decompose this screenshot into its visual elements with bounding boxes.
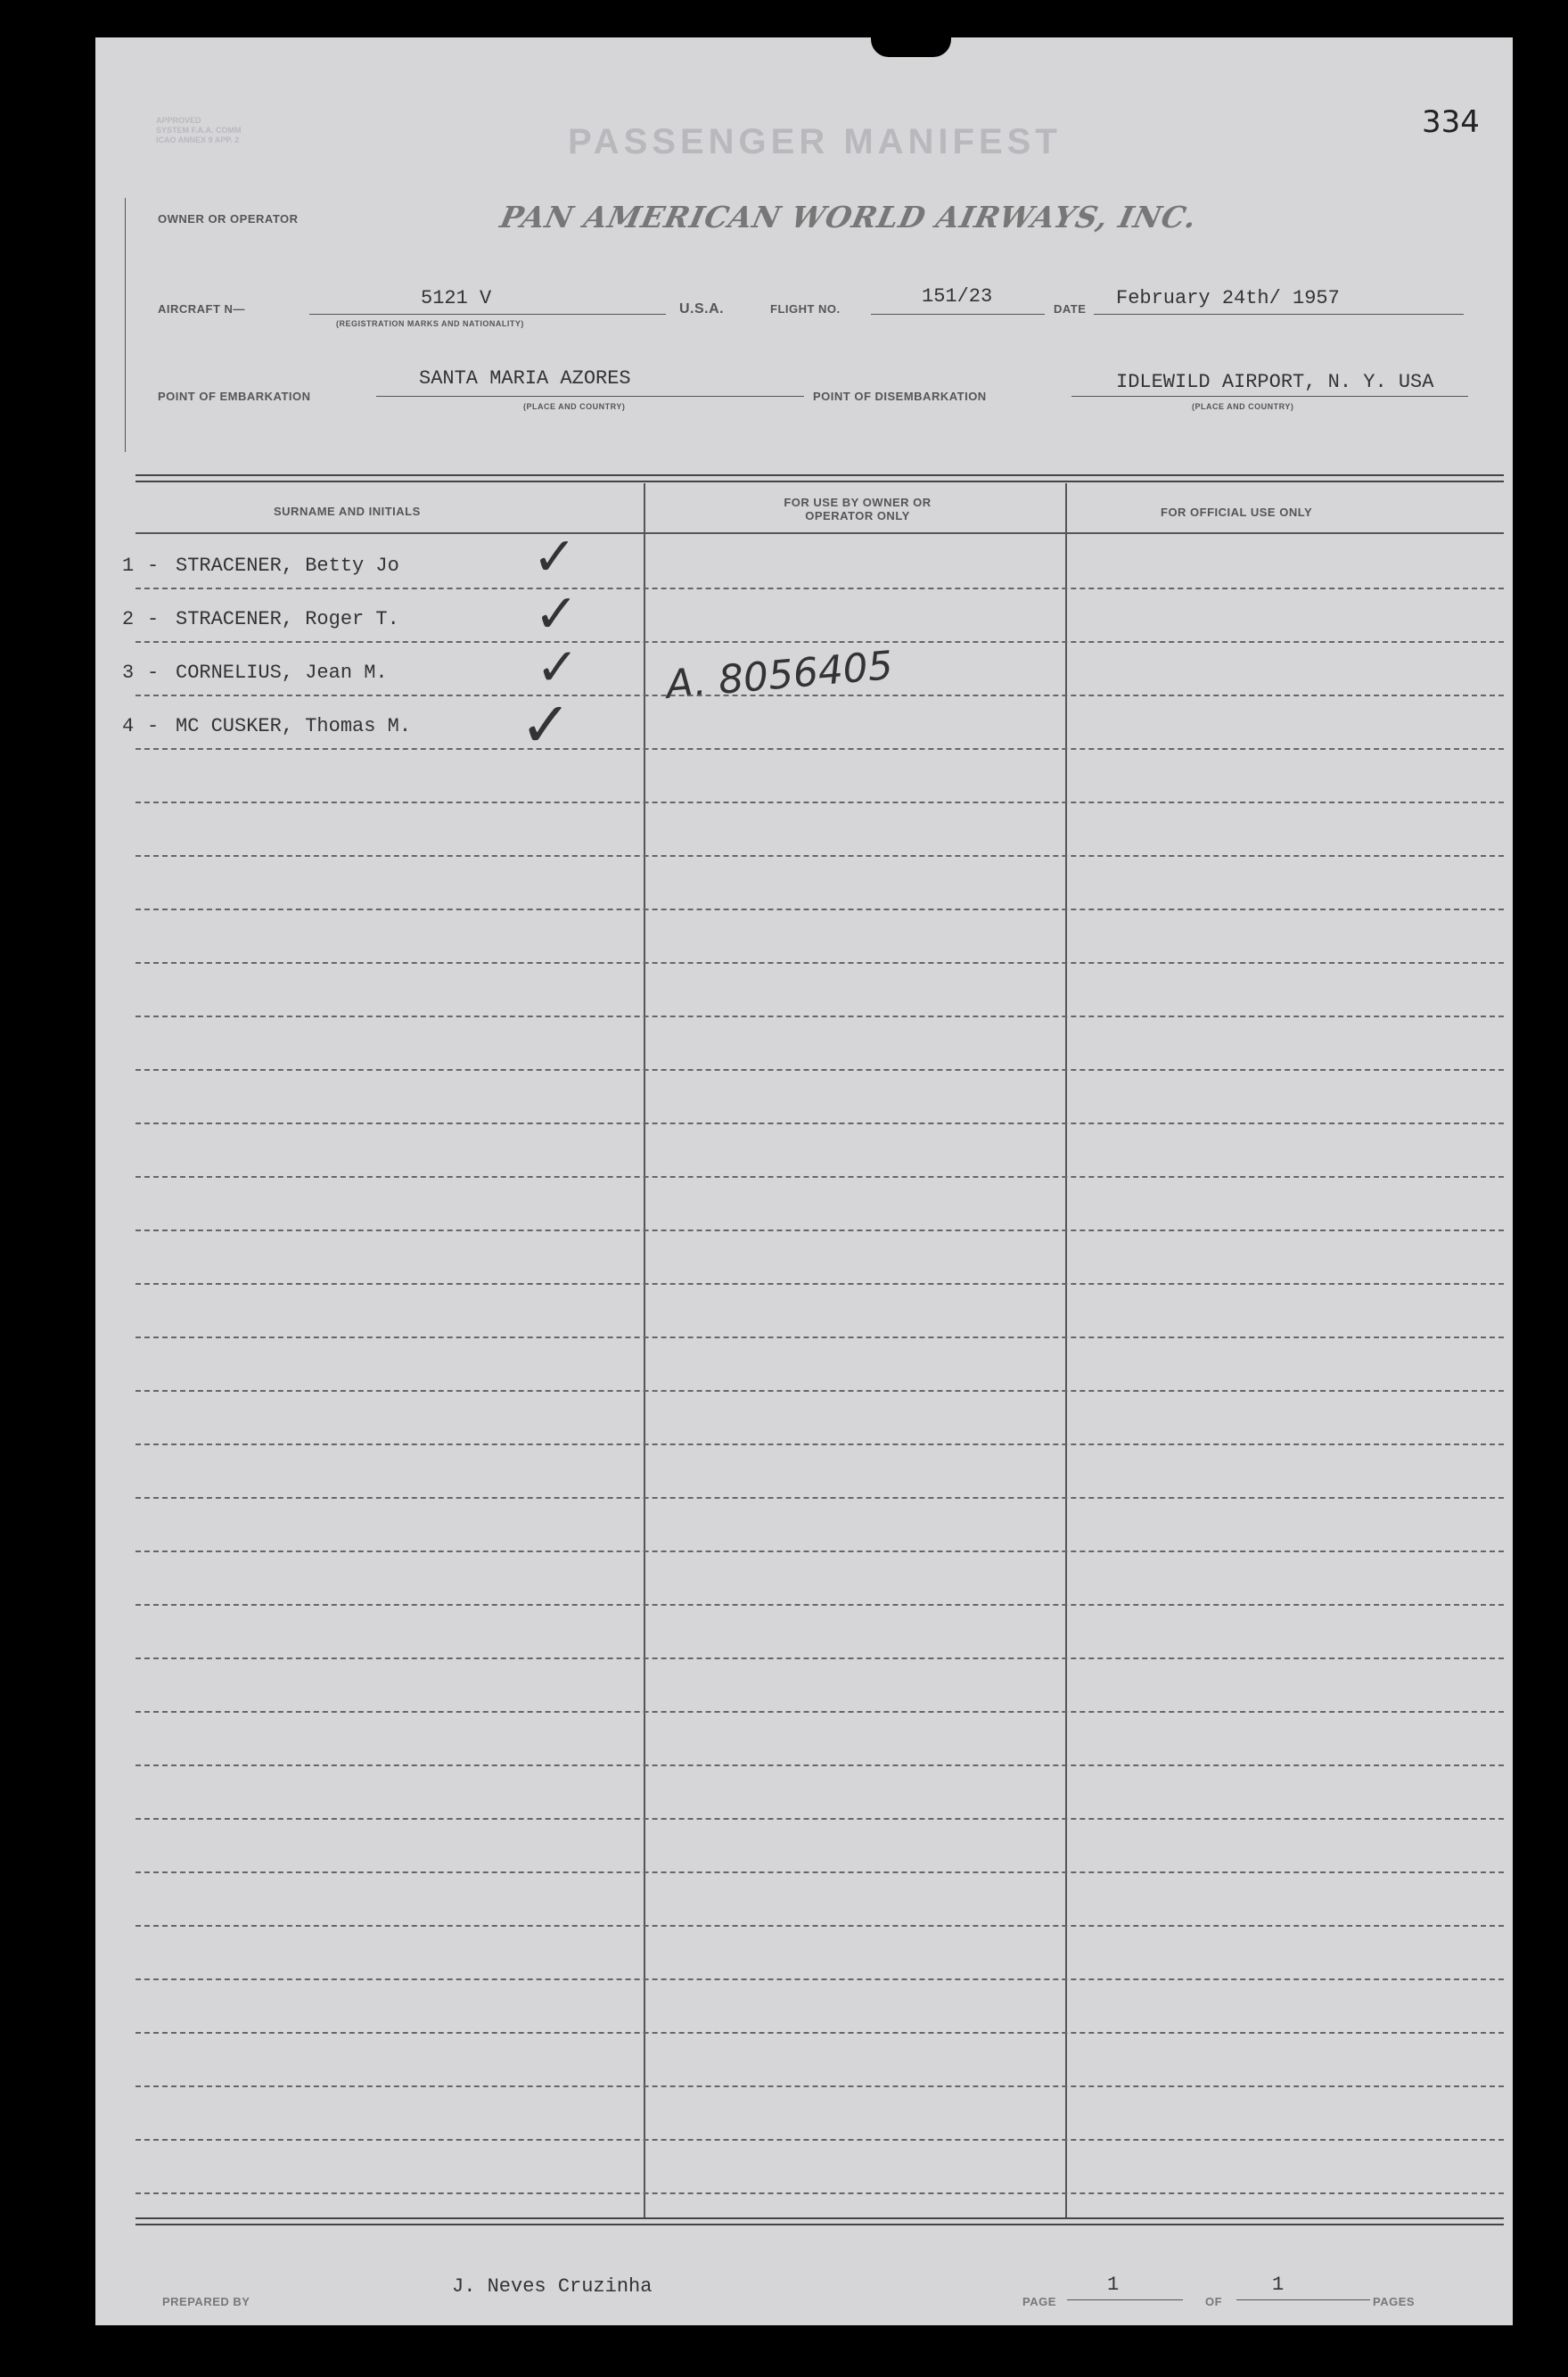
passenger-dash: - <box>147 715 160 737</box>
passenger-name: STRACENER, Roger T. <box>176 608 399 630</box>
table-top-rule <box>135 474 1504 476</box>
disembarkation-value: IDLEWILD AIRPORT, N. Y. USA <box>1116 371 1434 393</box>
header-operator: FOR USE BY OWNER OR OPERATOR ONLY <box>784 496 932 522</box>
column-divider-2 <box>1065 483 1067 2217</box>
table-bottom-rule-2 <box>135 2224 1504 2225</box>
embarkation-value: SANTA MARIA AZORES <box>419 367 631 390</box>
passenger-name: STRACENER, Betty Jo <box>176 555 399 577</box>
registration-caption: (REGISTRATION MARKS AND NATIONALITY) <box>336 319 524 328</box>
date-underline <box>1094 314 1464 315</box>
header-rule <box>135 532 1504 534</box>
row-rule <box>135 748 1504 750</box>
checkmark-icon: ✓ <box>536 637 579 697</box>
checkmark-icon: ✓ <box>534 583 579 646</box>
row-rule <box>135 2085 1504 2087</box>
row-rule <box>135 1711 1504 1713</box>
form-title: PASSENGER MANIFEST <box>568 122 1062 161</box>
of-value: 1 <box>1272 2274 1285 2296</box>
row-rule <box>135 1978 1504 1980</box>
owner-value: PAN AMERICAN WORLD AIRWAYS, INC. <box>497 200 1201 234</box>
usa-label: U.S.A. <box>679 301 725 317</box>
table-bottom-rule <box>135 2217 1504 2219</box>
flight-value: 151/23 <box>922 285 993 308</box>
row-rule <box>135 1443 1504 1445</box>
passenger-number: 2 <box>122 608 135 630</box>
date-value: February 24th/ 1957 <box>1116 287 1340 309</box>
row-rule <box>135 1230 1504 1231</box>
row-rule <box>135 1818 1504 1820</box>
page-label: PAGE <box>1022 2295 1056 2308</box>
table-top-rule-2 <box>135 481 1504 482</box>
prepared-label: PREPARED BY <box>162 2295 250 2308</box>
row-rule <box>135 2139 1504 2141</box>
header-official: FOR OFFICIAL USE ONLY <box>1161 506 1313 519</box>
header-surname: SURNAME AND INITIALS <box>274 505 421 518</box>
passenger-number: 3 <box>122 662 135 684</box>
row-rule <box>135 1925 1504 1927</box>
row-rule <box>135 1069 1504 1071</box>
row-rule <box>135 855 1504 857</box>
row-rule <box>135 1764 1504 1766</box>
page-stamp-number: 334 <box>1422 104 1480 140</box>
pages-label: PAGES <box>1373 2295 1416 2308</box>
checkmark-icon: ✓ <box>520 688 572 761</box>
row-rule <box>135 1283 1504 1285</box>
passenger-name: CORNELIUS, Jean M. <box>176 662 388 684</box>
disembarkation-label: POINT OF DISEMBARKATION <box>813 390 987 403</box>
passenger-number: 4 <box>122 715 135 737</box>
approval-line: APPROVED <box>156 116 201 125</box>
page-value: 1 <box>1107 2274 1120 2296</box>
approval-line: SYSTEM F.A.A. COMM <box>156 126 242 135</box>
row-rule <box>135 909 1504 910</box>
row-rule <box>135 802 1504 803</box>
approval-line: ICAO ANNEX 9 APP. 2 <box>156 136 240 144</box>
embarkation-underline <box>376 396 804 397</box>
row-rule <box>135 1550 1504 1552</box>
flight-label: FLIGHT NO. <box>770 302 841 316</box>
row-rule <box>135 1337 1504 1338</box>
embarkation-label: POINT OF EMBARKATION <box>158 390 311 403</box>
passenger-name: MC CUSKER, Thomas M. <box>176 715 412 737</box>
of-label: OF <box>1205 2295 1223 2308</box>
row-rule <box>135 1604 1504 1606</box>
aircraft-value: 5121 V <box>421 287 492 309</box>
passenger-dash: - <box>147 662 160 684</box>
header-left-border <box>125 198 126 452</box>
prepared-value: J. Neves Cruzinha <box>452 2275 653 2298</box>
row-rule <box>135 1016 1504 1017</box>
aircraft-underline <box>309 314 666 315</box>
page-underline <box>1067 2299 1183 2300</box>
page-notch <box>871 34 951 57</box>
row-rule <box>135 1390 1504 1392</box>
passenger-dash: - <box>147 555 160 577</box>
approval-block <box>156 116 242 145</box>
passenger-number: 1 <box>122 555 135 577</box>
row-rule <box>135 1176 1504 1178</box>
column-divider-1 <box>644 483 645 2217</box>
date-label: DATE <box>1054 302 1087 316</box>
row-rule <box>135 1497 1504 1499</box>
flight-underline <box>871 314 1045 315</box>
of-underline <box>1236 2299 1370 2300</box>
row-rule <box>135 695 1504 696</box>
row-rule <box>135 1657 1504 1659</box>
row-rule <box>135 962 1504 964</box>
row-rule <box>135 588 1504 589</box>
checkmark-icon: ✓ <box>532 526 578 588</box>
operator-note: A. 8056405 <box>664 642 895 709</box>
disembarkation-caption: (PLACE AND COUNTRY) <box>1192 402 1294 411</box>
manifest-page <box>95 37 1513 2325</box>
row-rule <box>135 1123 1504 1124</box>
row-rule <box>135 641 1504 643</box>
aircraft-label: AIRCRAFT N— <box>158 302 245 316</box>
passenger-dash: - <box>147 608 160 630</box>
row-rule <box>135 2032 1504 2034</box>
row-rule <box>135 1871 1504 1873</box>
owner-label: OWNER OR OPERATOR <box>158 212 299 226</box>
disembarkation-underline <box>1071 396 1468 397</box>
embarkation-caption: (PLACE AND COUNTRY) <box>523 402 626 411</box>
row-rule <box>135 2192 1504 2194</box>
